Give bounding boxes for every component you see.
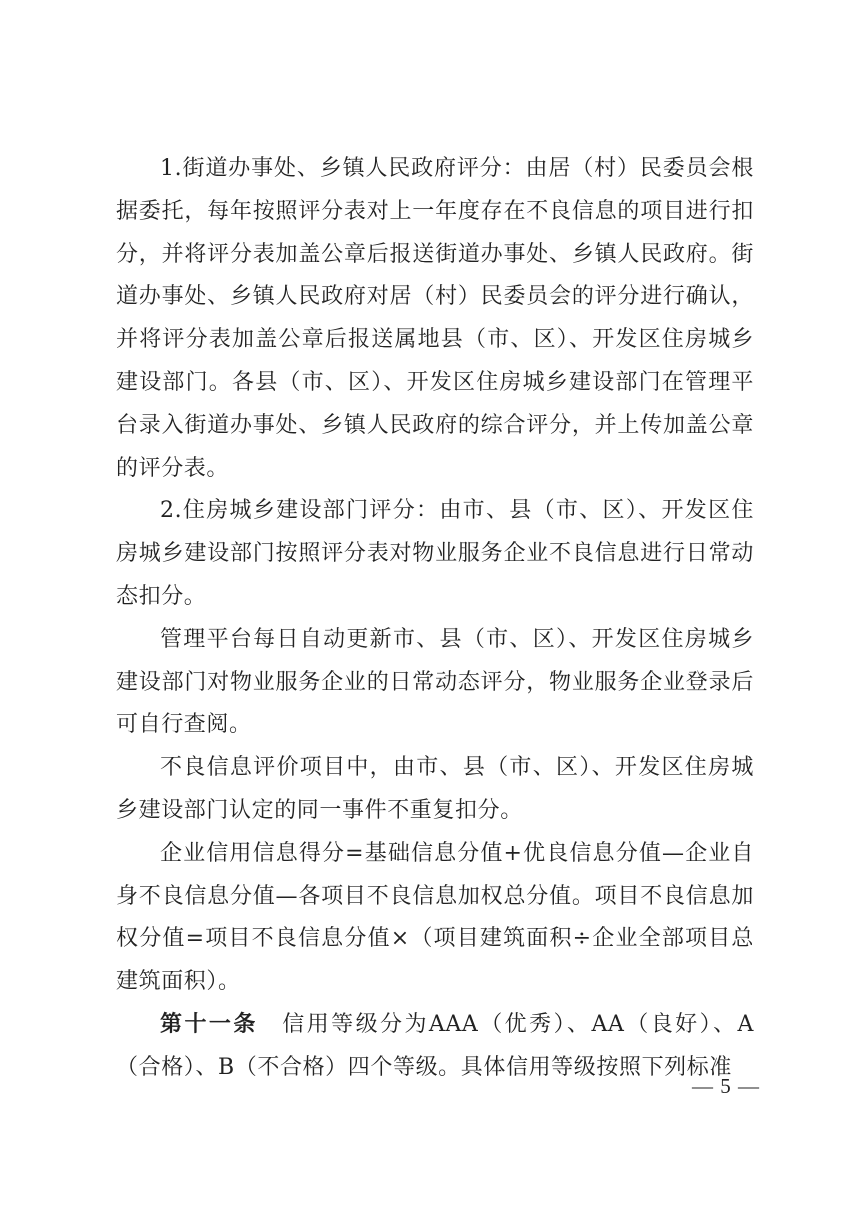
paragraph-no-duplicate-deduction: 不良信息评价项目中，由市、县（市、区）、开发区住房城乡建设部门认定的同一事件不重复扣分。 [116,755,754,823]
article-text: 信用等级分为AAA（优秀）、AA（良好）、A（合格）、B（不合格）四个等级。具体信用等级按照下列标准 [116,1011,755,1080]
paragraph-score-formula: 企业信用信息得分=基础信息分值+优良信息分值—企业自身不良信息分值—各项目不良信息加权总分值。项目不良信息加权分值=项目不良信息分值×（项目建筑面积÷企业全部项目总建筑面积）。 [116,840,754,995]
paragraph-platform-update: 管理平台每日自动更新市、县（市、区）、开发区住房城乡建设部门对物业服务企业的日常动态评分，物业服务企业登录后可自行查阅。 [116,626,754,738]
page-number: — 5 — [692,1074,760,1098]
paragraph-street-office-scoring: 1.街道办事处、乡镇人民政府评分：由居（村）民委员会根据委托，每年按照评分表对上一年度存在不良信息的项目进行扣分，并将评分表加盖公章后报送街道办事处、乡镇人民政府。街道办事处、乡镇人民政府对居（村）民委员会的评分进行确认，并将评分表加盖公章后报送属地县（市、区）、开发区住房城乡建设部门。各县（市、区）、开发区住房城乡建设部门在管理平台录入街道办事处、乡镇人民政府的综合评分，并上传加盖公章的评分表。 [116,156,754,481]
paragraph-housing-dept-scoring: 2.住房城乡建设部门评分：由市、县（市、区）、开发区住房城乡建设部门按照评分表对物业服务企业不良信息进行日常动态扣分。 [116,498,754,609]
body-text [116,148,754,1090]
article-number: 第十一条 [160,1011,258,1037]
